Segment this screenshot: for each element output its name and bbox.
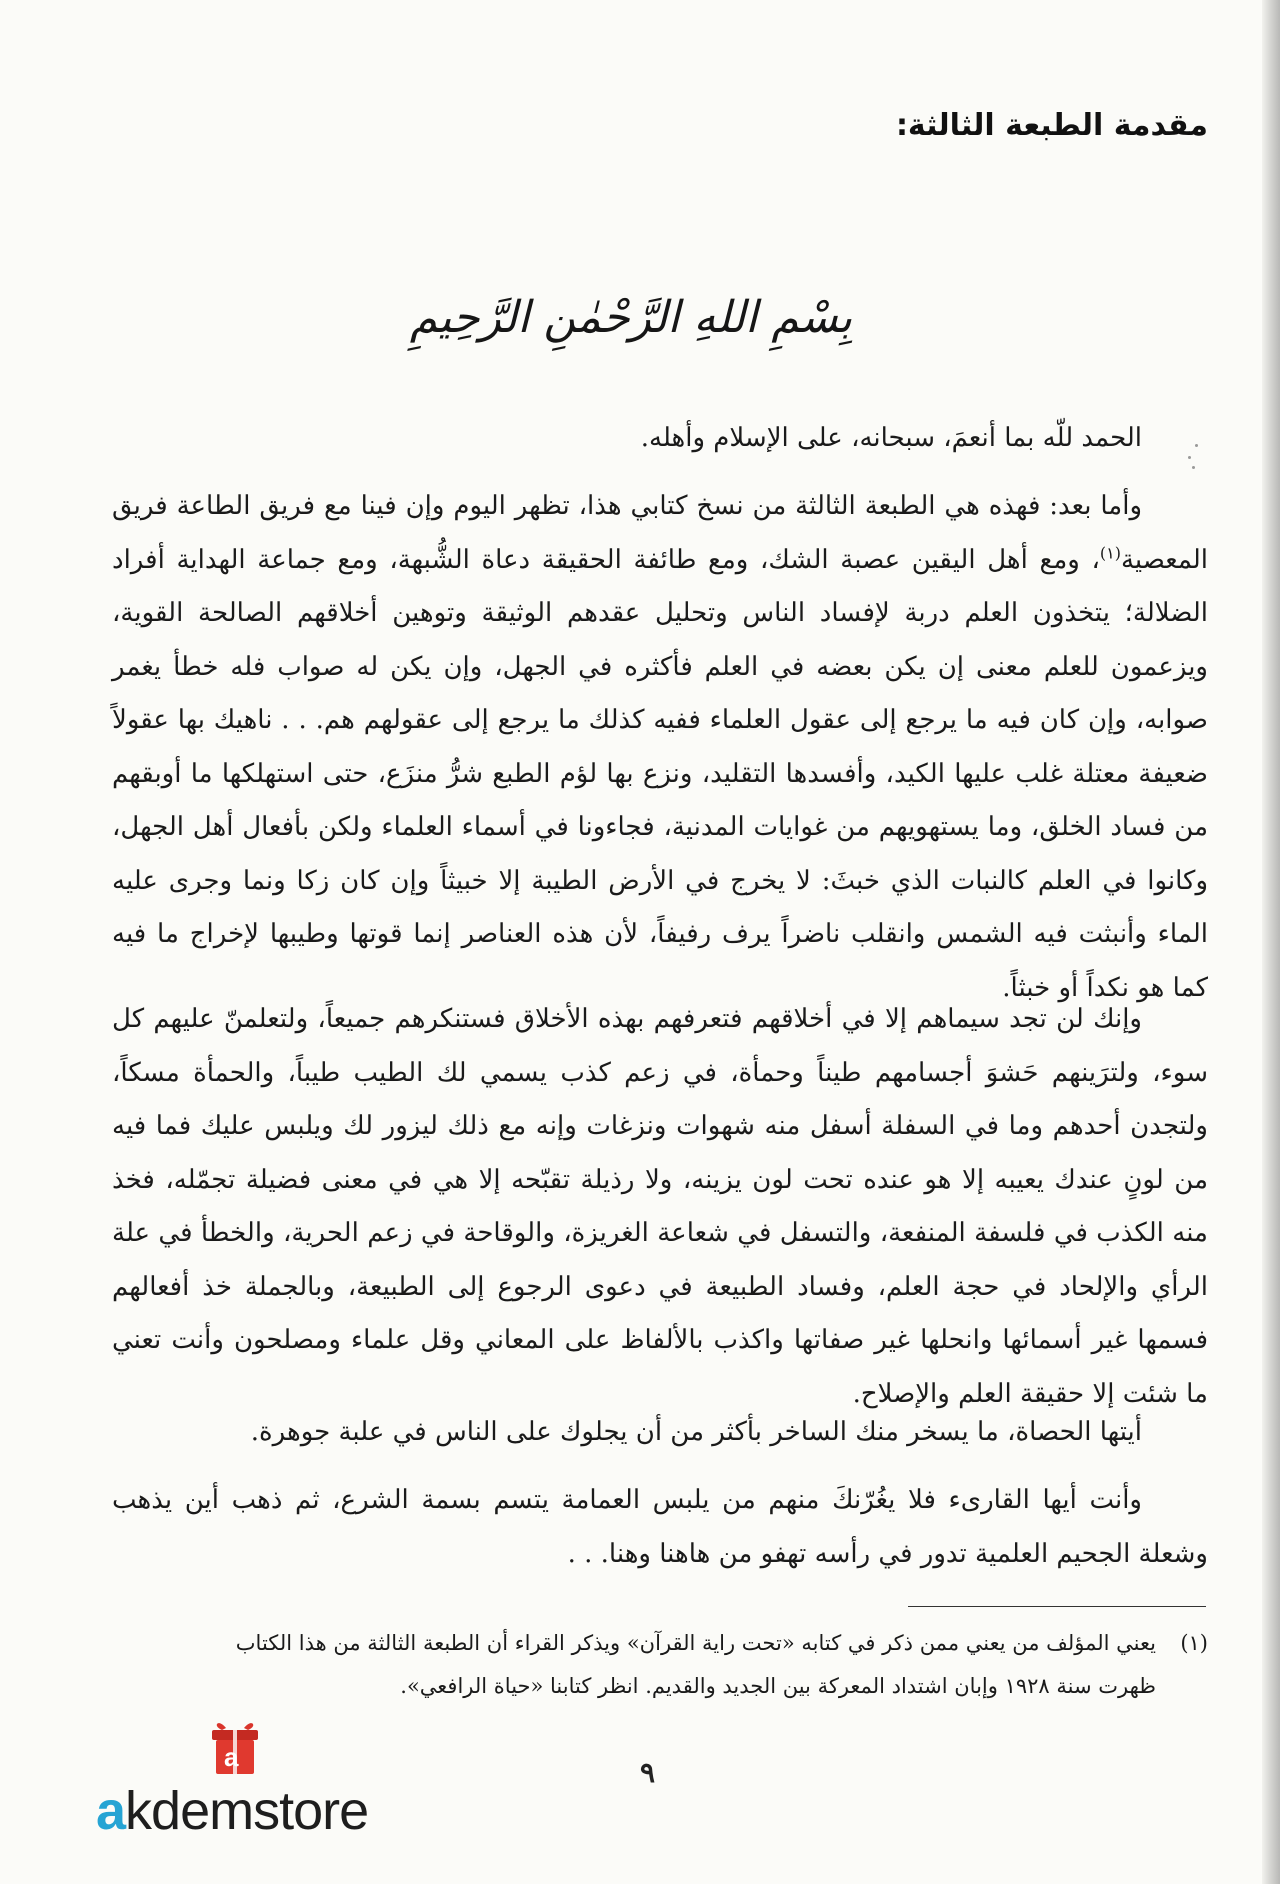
watermark-text [96,1780,368,1842]
footnote-text-1: يعني المؤلف من يعني ممن ذكر في كتابه «تحت راية القرآن» ويذكر القراء أن الطبعة الثالثة من هذا الكتاب [235,1631,1156,1655]
paper-speck [1188,456,1191,459]
paragraph-text [112,480,1208,1015]
watermark-rest: kdemstore [125,1781,369,1841]
paragraph-text-after-ref: ، ومع أهل اليقين عصبة الشك، ومع طائفة الحقيقة دعاة الشُّبهة، ومع جماعة الهداية أفراد الضلالة؛ يتخذون العلم دربة لإفساد الناس وتحليل عقدهم الوثيقة وتوهين أخلاقهم الصالحة القوية، ويزعمون للعلم معنى إن يكن بعضه في العلم فأكثره في الجهل، وإن يكن له صواب فله خطأ يغمر صوابه، وإن كان فيه ما يرجع إلى عقول العلماء ففيه كذلك ما يرجع إلى عقولهم هم. . . ناهيك بها عقولاً ضعيفة معتلة غلب عليها الكيد، وأفسدها التقليد، ونزع بها لؤم الطبع شرُّ منزَع، حتى استهلكها ما أوبقهم من فساد الخلق، وما يستهويهم من غوايات المدنية، فجاءونا في أسماء العلماء ولكن بأفعال أهل الجهل، وكانوا في العلم كالنبات الذي خبثَ: لا يخرج في الأرض الطيبة إلا خبيثاً وإن كان زكا ونما وجرى عليه الماء وأنبثت فيه الشمس وانقلب ناضراً يرف رفيفاً، لأن هذه العناصر إنما قوتها وطيبها لإخراج ما فيه كما هو نكداً أو خبثاً. [112,544,1208,1003]
gift-box-letter: a [224,1742,239,1772]
paragraph-text-before-ref: وأما بعد: فهذه هي الطبعة الثالثة من نسخ كتابي هذا، تظهر اليوم وإن فينا مع فريق الطاعة فريق المعصية [112,491,1208,575]
paragraph-4 [112,1406,1208,1460]
footnote-line-2 [112,1665,1208,1708]
paragraph-text: وإنك لن تجد سيماهم إلا في أخلاقهم فتعرفهم بهذه الأخلاق فستنكرهم جميعاً، ولتعلمنّ عليهم كل سوء، ولترَينهم حَشوَ أجسامهم طيناً وحمأة، في زعم كذب يسمي لك الطيب طيباً، والحمأة مسكاً، ولتجدن أحدهم وما في السفلة أسفل منه شهوات ونزغات وإنه مع ذلك ليزور لك ويلبس عليك فما فيه من لونٍ عندك يعيبه إلا هو عنده تحت لون يزينه، ولا رذيلة تقبّحه إلا هي في معنى فضيلة تجمّله، فخذ منه الكذب في فلسفة المنفعة، والتسفل في شعاعة الغريزة، والوقاحة في زعم الحرية، والخطأ في علة الرأي والإلحاد في حجة العلم، وفساد الطبيعة في دعوى الرجوع إلى الطبيعة، وبالجملة خذ أفعالهم فسمها غير أسمائها وانحلها غير صفاتها واكذب بالألفاظ على المعاني وقل علماء ومصلحون وأنت تعني ما شئت إلا حقيقة العلم والإصلاح. [112,1004,1208,1409]
paragraph-2 [112,480,1208,1015]
paragraph-1 [112,412,1208,466]
paper-speck [1192,466,1195,469]
footnote-divider [908,1606,1206,1607]
footnote-line-1 [112,1622,1208,1665]
footnote [112,1622,1208,1708]
watermark-logo [96,1718,406,1848]
footnote-reference: (١) [1099,542,1121,562]
watermark-accent-letter: a [96,1781,126,1841]
gift-box-icon [208,1718,262,1776]
paragraph-text: أيتها الحصاة، ما يسخر منك الساخر بأكثر من أن يجلوك على الناس في علبة جوهرة. [250,1417,1142,1447]
paragraph-text: وأنت أيها القارىء فلا يغُرّنكَ منهم من يلبس العمامة يتسم بسمة الشرع، ثم ذهب أين يذهب وشعلة الجحيم العلمية تدور في رأسه تهفو من هاهنا وهنا. . . [112,1485,1208,1569]
footnote-number: (١) [1180,1631,1208,1655]
paper-speck [1195,444,1198,447]
page-number: ٩ [640,1756,656,1789]
page-heading: مقدمة الطبعة الثالثة: [895,108,1208,143]
basmala-calligraphy: بِسْمِ اللهِ الرَّحْمٰنِ الرَّحِيمِ [409,292,853,343]
paragraph-3 [112,993,1208,1421]
paragraph-text: الحمد للّه بما أنعمَ، سبحانه، على الإسلام وأهله. [640,423,1142,453]
book-spine-edge [1262,0,1280,1884]
footnote-text-2: ظهرت سنة ١٩٢٨ وإبان اشتداد المعركة بين الجديد والقديم. انظر كتابنا «حياة الرافعي». [400,1674,1156,1698]
paragraph-5 [112,1474,1208,1581]
